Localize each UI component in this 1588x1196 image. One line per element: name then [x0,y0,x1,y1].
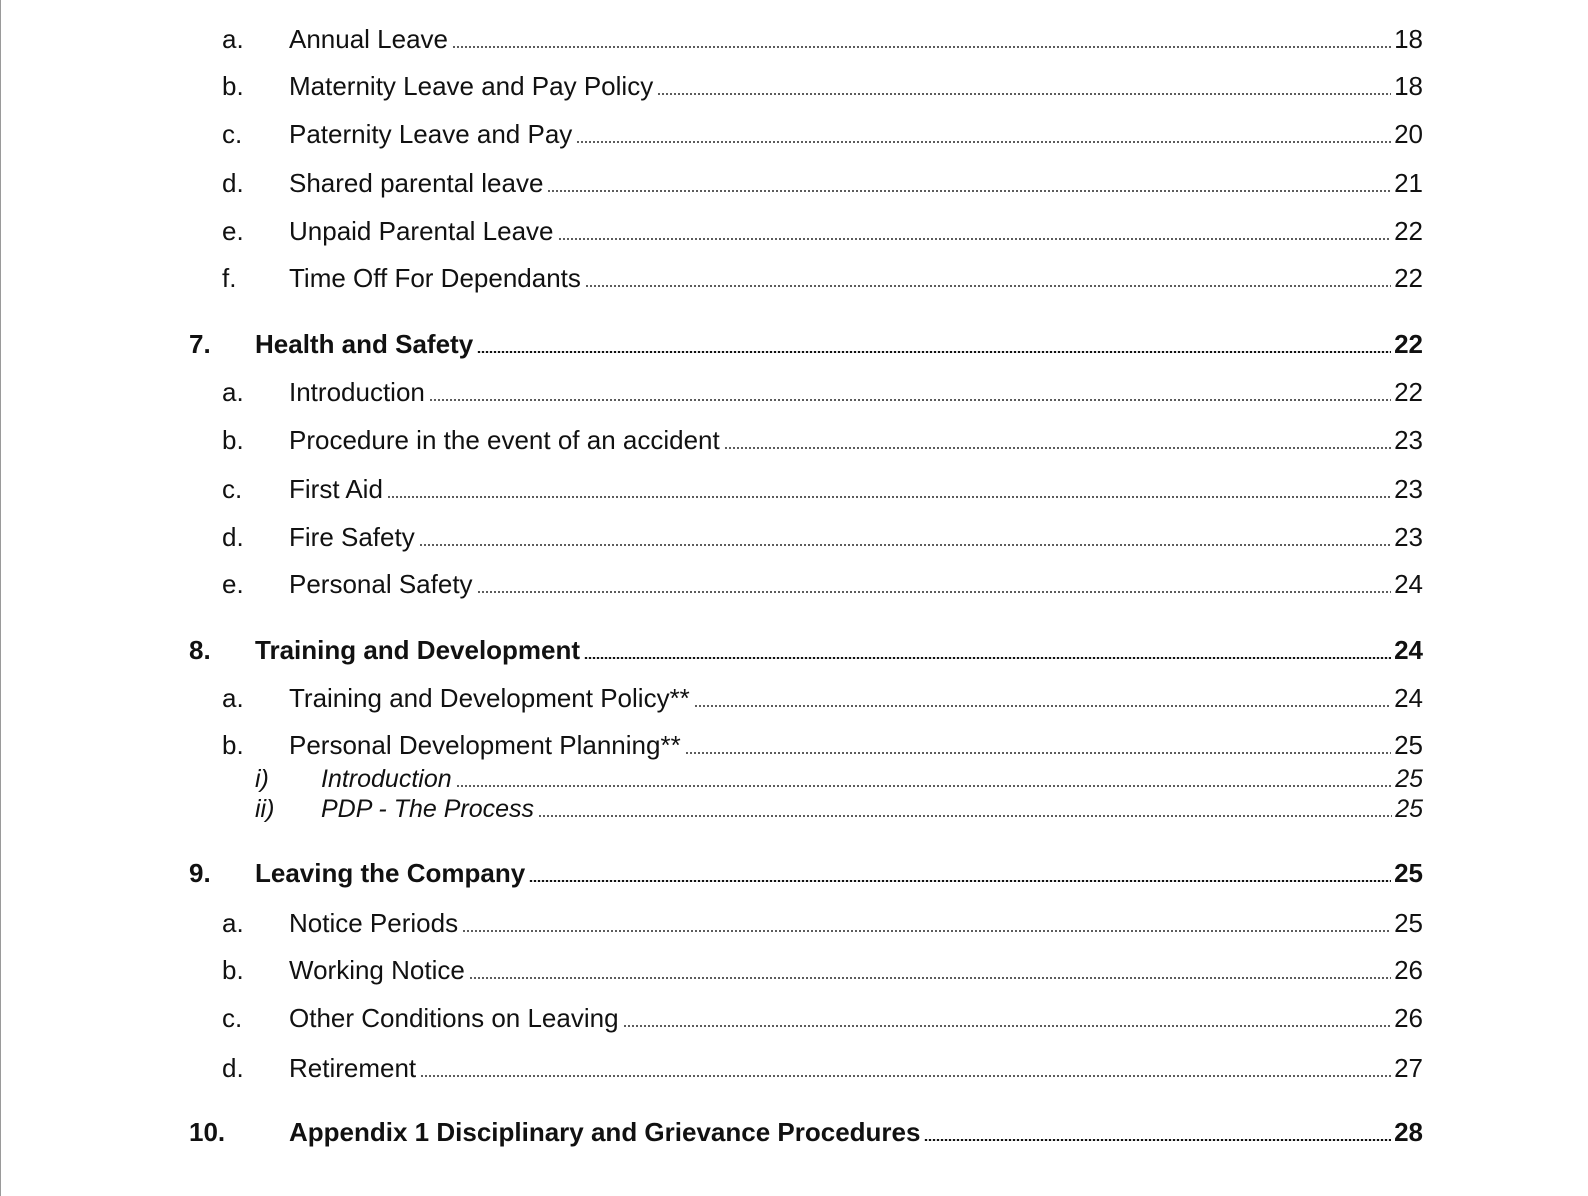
dot-leader [685,752,1391,754]
toc-entry-title: Other Conditions on Leaving [289,1003,619,1033]
toc-section[interactable] [0,1117,1588,1153]
toc-entry-page: 20 [1394,119,1423,149]
toc-entry-title: Procedure in the event of an accident [289,425,720,455]
toc-subentry[interactable] [0,795,1588,831]
toc-entry-number: e. [222,216,244,246]
toc-entry-number: a. [222,24,244,54]
dot-leader [462,930,1391,932]
toc-entry-page: 21 [1394,168,1423,198]
dot-leader [529,880,1391,883]
toc-entry[interactable] [0,908,1588,944]
toc-section-title: Training and Development [255,635,581,665]
toc-entry[interactable] [0,683,1588,719]
dot-leader [657,93,1391,95]
toc-section-title: Appendix 1 Disciplinary and Grievance Procedures [289,1117,921,1147]
toc-entry-title: Retirement [289,1053,417,1083]
toc-entry-number: a. [222,908,244,938]
toc-entry[interactable] [0,263,1588,299]
toc-section-number: 7. [189,329,211,359]
toc-entry-number: c. [222,474,243,504]
toc-entry-page: 25 [1394,730,1423,760]
toc-section-page: 25 [1394,858,1423,888]
toc-section-page: 24 [1394,635,1423,665]
toc-entry-page: 26 [1394,955,1423,985]
toc-entry-number: c. [222,1003,243,1033]
toc-entry[interactable] [0,730,1588,766]
toc-entry-title: Unpaid Parental Leave [289,216,554,246]
toc-subentry-number: i) [255,765,269,793]
toc-entry-number: c. [222,119,243,149]
toc-entry[interactable] [0,474,1588,510]
toc-subentry-title: Introduction [321,765,452,793]
toc-section[interactable] [0,858,1588,894]
toc-entry[interactable] [0,377,1588,413]
toc-entry-page: 18 [1394,71,1423,101]
toc-section-title: Health and Safety [255,329,474,359]
toc-entry-title: Personal Safety [289,569,473,599]
dot-leader [477,591,1392,593]
toc-entry[interactable] [0,216,1588,252]
toc-entry-title: Fire Safety [289,522,415,552]
dot-leader [420,1075,1391,1077]
dot-leader [558,238,1392,240]
toc-entry[interactable] [0,24,1588,60]
toc-entry-number: b. [222,730,244,760]
dot-leader [456,785,1393,787]
toc-entry-number: b. [222,955,244,985]
toc-entry[interactable] [0,168,1588,204]
toc-entry[interactable] [0,425,1588,461]
toc-entry-page: 22 [1394,263,1423,293]
toc-entry-page: 25 [1394,908,1423,938]
toc-entry-title: Personal Development Planning** [289,730,681,760]
dot-leader [547,190,1391,192]
toc-entry-title: Training and Development Policy** [289,683,690,713]
toc-entry-page: 27 [1394,1053,1423,1083]
toc-entry-number: d. [222,168,244,198]
toc-subentry-number: ii) [255,795,275,823]
toc-entry-title: Introduction [289,377,425,407]
toc-entry-number: d. [222,522,244,552]
toc-entry-page: 24 [1394,683,1423,713]
toc-entry-page: 23 [1394,425,1423,455]
toc-subentry-page: 25 [1395,795,1423,823]
dot-leader [477,351,1391,354]
toc-entry-number: a. [222,683,244,713]
toc-entry-title: First Aid [289,474,383,504]
toc-entry[interactable] [0,1003,1588,1039]
toc-entry-number: f. [222,263,237,293]
dot-leader [452,46,1391,48]
dot-leader [576,141,1391,143]
toc-section-number: 8. [189,635,211,665]
toc-entry[interactable] [0,522,1588,558]
dot-leader [694,705,1391,707]
toc-section[interactable] [0,635,1588,671]
toc-entry[interactable] [0,955,1588,991]
toc-entry-page: 22 [1394,216,1423,246]
dot-leader [585,285,1391,287]
toc-section-number: 10. [189,1117,226,1147]
toc-entry-number: d. [222,1053,244,1083]
toc-section-title: Leaving the Company [255,858,526,888]
toc-section-page: 22 [1394,329,1423,359]
toc-section[interactable] [0,329,1588,365]
toc-entry[interactable] [0,1053,1588,1089]
dot-leader [419,544,1391,546]
dot-leader [623,1025,1392,1027]
toc-entry-title: Working Notice [289,955,465,985]
toc-subentry-title: PDP - The Process [321,795,535,823]
toc-entry-title: Paternity Leave and Pay [289,119,573,149]
toc-entry-page: 22 [1394,377,1423,407]
toc-entry-title: Shared parental leave [289,168,544,198]
toc-entry-number: b. [222,71,244,101]
toc-section-page: 28 [1394,1117,1423,1147]
dot-leader [584,657,1391,660]
toc-entry-page: 23 [1394,522,1423,552]
dot-leader [387,496,1391,498]
toc-entry[interactable] [0,119,1588,155]
toc-entry-number: b. [222,425,244,455]
toc-entry-page: 26 [1394,1003,1423,1033]
toc-entry[interactable] [0,71,1588,107]
toc-subentry-page: 25 [1395,765,1423,793]
toc-entry-page: 24 [1394,569,1423,599]
toc-entry-page: 23 [1394,474,1423,504]
dot-leader [429,399,1391,401]
dot-leader [538,815,1392,817]
toc-entry[interactable] [0,569,1588,605]
toc-entry-title: Maternity Leave and Pay Policy [289,71,654,101]
toc-entry-page: 18 [1394,24,1423,54]
toc-entry-number: e. [222,569,244,599]
toc-entry-number: a. [222,377,244,407]
toc-entry-title: Time Off For Dependants [289,263,581,293]
toc-entry-title: Notice Periods [289,908,459,938]
toc-entry-title: Annual Leave [289,24,449,54]
dot-leader [724,447,1391,449]
dot-leader [924,1139,1391,1142]
dot-leader [469,977,1391,979]
toc-section-number: 9. [189,858,211,888]
